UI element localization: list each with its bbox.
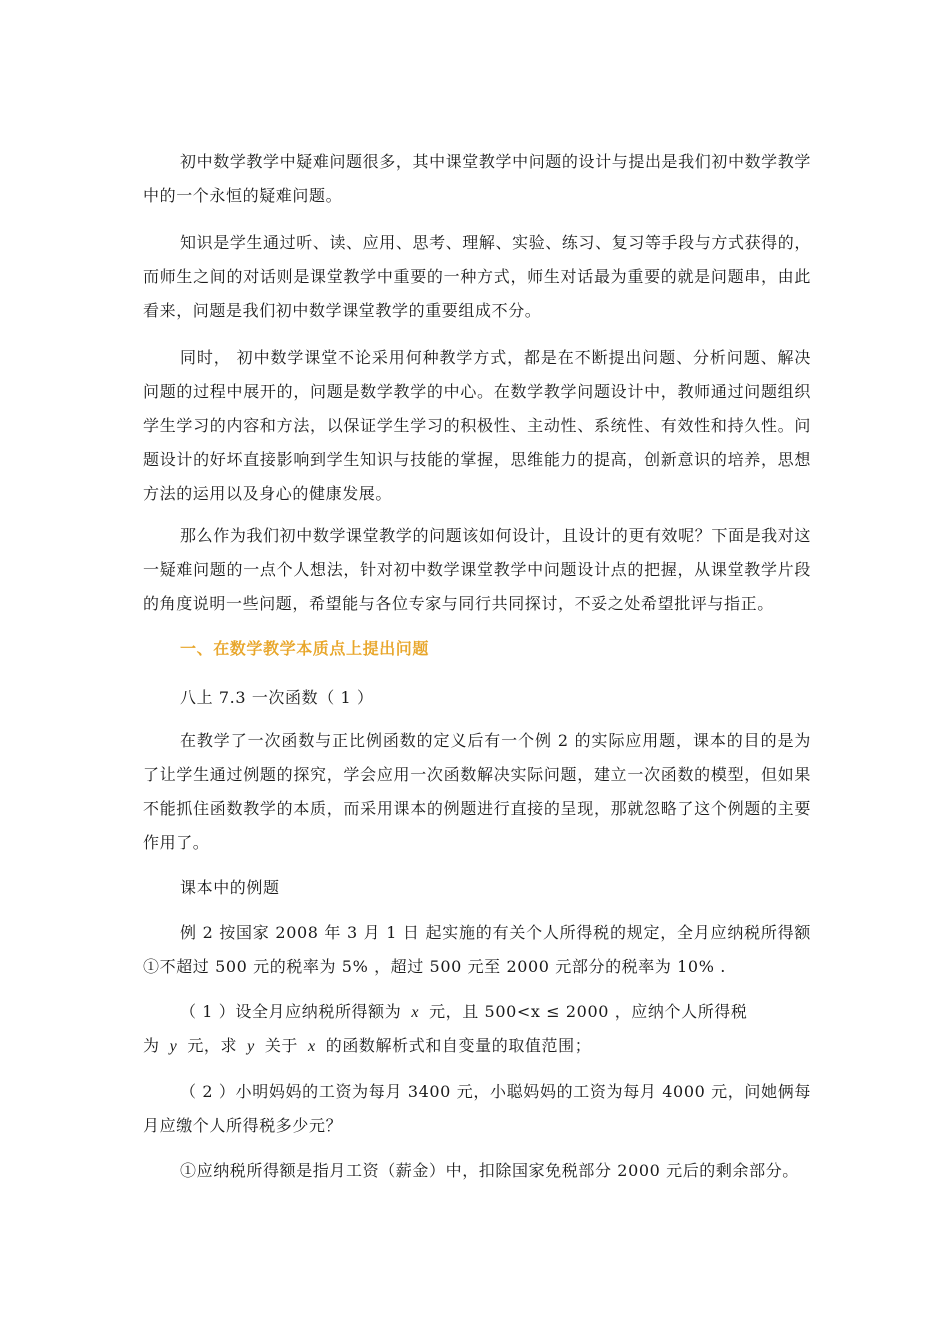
example-2: 例 2 按国家 2008 年 3 月 1 日 起实施的有关个人所得税的规定，全月应纳税所得额①不超过 500 元的税率为 5% ，超过 500 元至 2000 元部分的税率为 10% . <box>143 923 811 976</box>
variable-y: y <box>247 1038 255 1055</box>
variable-x: x <box>411 1004 420 1021</box>
paragraph-knowledge: 知识是学生通过听、读、应用、思考、理解、实验、练习、复习等手段与方式获得的，而师生之间的对话则是课堂教学中重要的一种方式，师生对话最为重要的就是问题串，由此看来，问题是我们初中数学课堂教学的重要组成不分。 <box>143 233 811 320</box>
variable-x: x <box>308 1038 316 1055</box>
paragraph-design: 那么作为我们初中数学课堂教学的问题该如何设计，且设计的更有效呢？下面是我对这一疑难问题的一点个人想法，针对初中数学课堂教学中问题设计点的把握，从课堂教学片段的角度说明一些问题，希望能与各位专家与同行共同探讨，不妥之处希望批评与指正。 <box>143 526 811 613</box>
lesson-reference: 八上 7.3 一次函数（ 1 ） <box>180 688 374 707</box>
footnote: ①应纳税所得额是指月工资（薪金）中，扣除国家免税部分 2000 元后的剩余部分。 <box>180 1161 799 1180</box>
question-1-text-f: 的函数解析式和自变量的取值范围； <box>325 1036 592 1055</box>
question-1-text-b: 元，且 500<x ≤ 2000 ，应纳个人所得税 <box>429 1002 748 1021</box>
question-1-text-a: （ 1 ）设全月应纳税所得额为 <box>180 1002 402 1021</box>
paragraph-intro: 初中数学教学中疑难问题很多，其中课堂教学中问题的设计与提出是我们初中数学教学中的一个永恒的疑难问题。 <box>143 152 811 205</box>
question-1-text-d: 元，求 <box>187 1036 238 1055</box>
question-1-text-c: 为 <box>143 1036 160 1055</box>
paragraph-lesson: 在教学了一次函数与正比例函数的定义后有一个例 2 的实际应用题，课本的目的是为了让学生通过例题的探究，学会应用一次函数解决实际问题，建立一次函数的模型，但如果不能抓住函数教学的本质，而采用课本的例题进行直接的呈现，那就忽略了这个例题的主要作用了。 <box>143 731 811 852</box>
question-1-text-e: 关于 <box>264 1036 299 1055</box>
question-1-line-1 <box>180 995 748 1030</box>
section-heading: 一、在数学教学本质点上提出问题 <box>180 639 430 658</box>
question-2: （ 2 ）小明妈妈的工资为每月 3400 元，小聪妈妈的工资为每月 4000 元，问她俩每月应缴个人所得税多少元？ <box>143 1082 811 1135</box>
variable-y: y <box>169 1038 178 1055</box>
question-1-line-2 <box>143 1029 591 1064</box>
paragraph-classroom: 同时， 初中数学课堂不论采用何种教学方式，都是在不断提出问题、分析问题、解决问题的过程中展开的，问题是数学教学的中心。在数学教学问题设计中，教师通过问题组织学生学习的内容和方法，以保证学生学习的积极性、主动性、系统性、有效性和持久性。问题设计的好坏直接影响到学生知识与技能的掌握，思维能力的提高，创新意识的培养，思想方法的运用以及身心的健康发展。 <box>143 348 811 503</box>
textbook-example-label: 课本中的例题 <box>180 878 280 897</box>
